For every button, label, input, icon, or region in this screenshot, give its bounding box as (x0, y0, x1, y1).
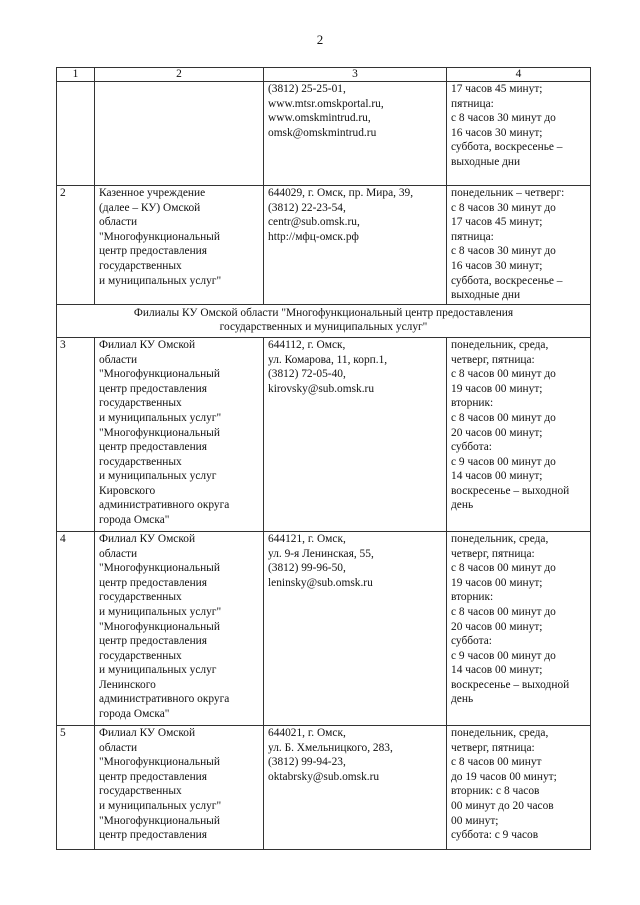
table-row (57, 186, 591, 305)
column-number-4: 4 (447, 68, 591, 82)
table-row (57, 725, 591, 849)
row-number: 5 (57, 725, 95, 849)
working-hours: 17 часов 45 минут; пятница: с 8 часов 30 минут до 16 часов 30 минут; суббота, воскресенье – выходные дни (447, 82, 591, 186)
working-hours: понедельник, среда, четверг, пятница: с 8 часов 00 минут до 19 часов 00 минут; вторник: с 8 часов 00 минут до 20 часов 00 минут; суббота: с 9 часов (447, 725, 591, 849)
institution-address: 644029, г. Омск, пр. Мира, 39, (3812) 22-23-54, centr@sub.omsk.ru, http://мфц-омск.рф (264, 186, 447, 305)
section-title: Филиалы КУ Омской области "Многофункциональный центр предоставления государственных и муниципальных услуг" (57, 304, 591, 337)
table-row (57, 82, 591, 186)
row-number: 3 (57, 337, 95, 531)
institution-name: Филиал КУ Омской области "Многофункциональный центр предоставления государственных и муниципальных услуг" "Многофункциональный центр предоставления государственных и муниципальных услуг Ленинского административного округа города Омска" (95, 531, 264, 725)
table-header-row (57, 68, 591, 82)
institution-name (95, 82, 264, 186)
table-row (57, 531, 591, 725)
working-hours: понедельник, среда, четверг, пятница: с 8 часов 00 минут до 19 часов 00 минут; вторник: с 8 часов 00 минут до 20 часов 00 минут; суббота: с 9 часов 00 минут до 14 часов 00 минут; воскресенье – выходной день (447, 337, 591, 531)
institutions-table (56, 67, 591, 850)
column-number-2: 2 (95, 68, 264, 82)
column-number-3: 3 (264, 68, 447, 82)
institution-name: Филиал КУ Омской области "Многофункциональный центр предоставления государственных и муниципальных услуг" "Многофункциональный центр предоставления государственных и муниципальных услуг Кировского административного округа города Омска" (95, 337, 264, 531)
institution-name: Казенное учреждение (далее – КУ) Омской области "Многофункциональный центр предоставления государственных и муниципальных услуг" (95, 186, 264, 305)
table-row (57, 337, 591, 531)
page-number: 2 (316, 32, 324, 47)
column-number-1: 1 (57, 68, 95, 82)
working-hours: понедельник – четверг: с 8 часов 30 минут до 17 часов 45 минут; пятница: с 8 часов 30 минут до 16 часов 30 минут; суббота, воскресенье – выходные дни (447, 186, 591, 305)
section-heading-row (57, 304, 591, 337)
institution-name: Филиал КУ Омской области "Многофункциональный центр предоставления государственных и муниципальных услуг" "Многофункциональный центр предоставления (95, 725, 264, 849)
row-number (57, 82, 95, 186)
working-hours: понедельник, среда, четверг, пятница: с 8 часов 00 минут до 19 часов 00 минут; вторник: с 8 часов 00 минут до 20 часов 00 минут; суббота: с 9 часов 00 минут до 14 часов 00 минут; воскресенье – выходной день (447, 531, 591, 725)
row-number: 4 (57, 531, 95, 725)
institution-address: 644112, г. Омск, ул. Комарова, 11, корп.1, (3812) 72-05-40, kirovsky@sub.omsk.ru (264, 337, 447, 531)
row-number: 2 (57, 186, 95, 305)
institution-address: 644121, г. Омск, ул. 9-я Ленинская, 55, (3812) 99-96-50, leninsky@sub.omsk.ru (264, 531, 447, 725)
institution-address: (3812) 25-25-01, www.mtsr.omskportal.ru, www.omskmintrud.ru, omsk@omskmintrud.ru (264, 82, 447, 186)
institution-address: 644021, г. Омск, ул. Б. Хмельницкого, 283, (3812) 99-94-23, oktabrsky@sub.omsk.ru (264, 725, 447, 849)
